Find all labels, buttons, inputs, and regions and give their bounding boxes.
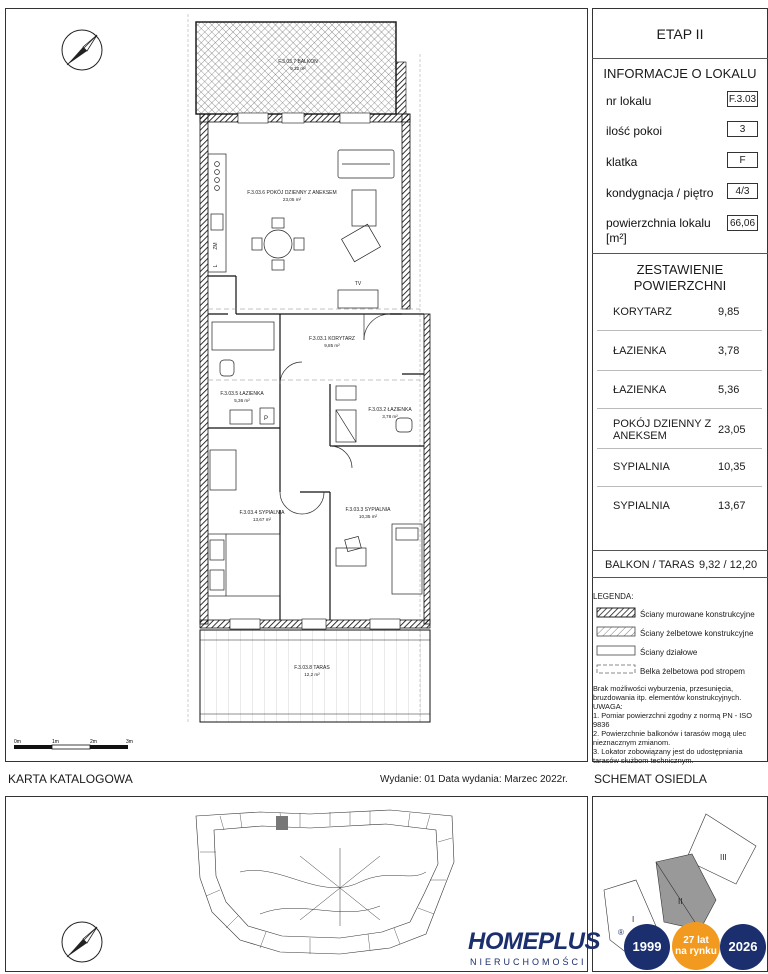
balcony-value: 9,32 / 12,20 — [699, 559, 758, 571]
room-area-bedroom-small: 10,35 m² — [358, 514, 378, 519]
room-label-balcony: F.3.03.7 BALKON — [278, 59, 318, 65]
north-arrow-icon — [60, 28, 104, 72]
area-value-bathroom-1: 3,78 — [718, 345, 740, 357]
north-arrow-icon-site — [60, 920, 104, 964]
year-end-badge — [720, 924, 766, 970]
scale-bar — [12, 738, 142, 754]
unit-area-label: powierzchnia lokalu [m²] — [606, 216, 711, 245]
room-area-balcony: 9,32 m² — [290, 66, 306, 71]
area-name-bathroom-2: ŁAZIENKA — [613, 384, 667, 396]
terrace — [200, 630, 430, 722]
bedroom-large-furniture — [208, 450, 280, 596]
fridge-label: ZM — [213, 242, 219, 250]
bathroom-left-fixtures — [212, 322, 274, 424]
legend-item-partition: Ściany działowe — [640, 648, 698, 657]
unit-info-title: INFORMACJE O LOKALU — [603, 66, 757, 81]
room-area-corridor: 9,85 m² — [324, 343, 340, 348]
tv-label: TV — [354, 281, 362, 287]
room-label-bath-right: F.3.03.2 ŁAZIENKA — [368, 407, 412, 413]
areas-title: ZESTAWIENIE POWIERZCHNI — [633, 262, 727, 293]
catalog-title: KARTA KATALOGOWA — [8, 772, 133, 786]
area-name-living-room: POKÓJ DZIENNY Z ANEKSEM — [613, 418, 712, 442]
floor-plan — [180, 14, 440, 736]
room-count-label: ilość pokoi — [606, 124, 663, 138]
legend-item-masonry: Ściany murowane konstrukcyjne — [640, 610, 755, 619]
stage-title: ETAP II — [656, 26, 704, 42]
bathroom-right-fixtures — [336, 386, 412, 442]
note-line-4: 1. Pomiar powierzchni zgodny z normą PN - ISO — [593, 711, 752, 720]
area-value-bedroom-2: 13,67 — [718, 500, 746, 512]
area-name-bedroom-2: SYPIALNIA — [613, 500, 670, 512]
staircase-value: F — [727, 152, 758, 168]
note-line-3: UWAGA: — [593, 702, 623, 711]
bath-p-label: P — [264, 416, 269, 422]
badge-line-2: na rynku — [675, 946, 717, 957]
area-value-bedroom-1: 10,35 — [718, 461, 746, 473]
room-count-value: 3 — [727, 121, 758, 137]
room-area-bath-left: 5,36 m² — [234, 398, 250, 403]
area-value-corridor: 9,85 — [718, 306, 740, 318]
floor-label: kondygnacja / piętro — [606, 186, 714, 200]
area-name-bedroom-1: SYPIALNIA — [613, 461, 670, 473]
site-building-label-1: I — [632, 915, 635, 924]
area-name-bathroom-1: ŁAZIENKA — [613, 345, 667, 357]
note-line-7: nieznacznym zmianom. — [593, 738, 671, 747]
floor-value: 4/3 — [727, 183, 758, 199]
legend-swatches — [596, 607, 638, 675]
room-area-living: 23,05 m² — [282, 197, 302, 202]
badge-line-1: 27 lat — [683, 935, 709, 946]
room-area-terrace: 12,2 m² — [304, 672, 320, 677]
years-on-market-badge — [672, 922, 720, 970]
note-line-5: 9836 — [593, 720, 610, 729]
note-line-8: 3. Lokator zobowiązany jest do udostępniania — [593, 747, 743, 756]
balcony-label: BALKON / TARAS — [605, 559, 695, 571]
balcony — [196, 22, 406, 114]
dishwasher-label: L — [213, 264, 219, 268]
unit-number-value: F.3.03 — [727, 91, 758, 107]
site-building-label-3: III — [720, 853, 727, 862]
note-line-1: Brak możliwości wyburzenia, przesunięcia, — [593, 684, 734, 693]
site-building-label-2: II — [678, 897, 683, 906]
year-end-text: 2026 — [728, 939, 758, 954]
bedroom-small-furniture — [336, 524, 422, 594]
note-line-2: bruzdowania itp. elementów konstrukcyjnych. — [593, 693, 742, 702]
area-name-corridor: KORYTARZ — [613, 306, 672, 318]
legend-swatch-beam — [597, 665, 635, 673]
room-area-bedroom-large: 13,67 m² — [252, 517, 272, 522]
living-furniture — [252, 150, 394, 308]
unit-area-value: 66,06 — [727, 215, 758, 231]
estate-scheme-title: SCHEMAT OSIEDLA — [594, 772, 707, 786]
edition-info: Wydanie: 01 Data wydania: Marzec 2022r. — [380, 774, 568, 785]
year-start-badge — [624, 924, 670, 970]
room-label-bedroom-large: F.3.03.4 SYPIALNIA — [239, 510, 285, 516]
scale-label-3: 3m — [126, 739, 133, 745]
legend-swatch-masonry — [597, 608, 635, 617]
year-start-text: 1999 — [632, 939, 662, 954]
unit-number-label: nr lokalu — [606, 94, 652, 108]
scale-label-0: 0m — [14, 739, 21, 745]
staircase-label: klatka — [606, 155, 638, 169]
legend-item-concrete: Ściany żelbetowe konstrukcyjne — [640, 629, 754, 638]
highlighted-building — [276, 816, 288, 830]
kitchen-counter — [208, 154, 226, 272]
legend-swatch-partition — [597, 646, 635, 655]
room-label-corridor: F.3.03.1 KORYTARZ — [309, 336, 355, 342]
room-label-bath-left: F.3.03.5 ŁAZIENKA — [220, 391, 264, 397]
legend-swatch-concrete — [597, 627, 635, 636]
area-value-bathroom-2: 5,36 — [718, 384, 740, 396]
room-label-living: F.3.03.6 POKÓJ DZIENNY Z ANEKSEM — [247, 190, 337, 196]
area-value-living-room: 23,05 — [718, 424, 746, 436]
legend-item-beam: Belka żelbetowa pod stropem — [640, 667, 745, 676]
brand-registered-mark: ® — [618, 928, 624, 937]
room-label-terrace: F.3.03.8 TARAS — [294, 665, 330, 671]
scale-label-2: 2m — [90, 739, 97, 745]
brand-subtitle: NIERUCHOMOŚCI — [470, 957, 587, 967]
room-area-bath-right: 3,78 m² — [382, 414, 398, 419]
note-line-6: 2. Powierzchnie balkonów i tarasów mogą ulec — [593, 729, 747, 738]
note-line-9: tarasów służbom technicznym. — [593, 756, 694, 765]
brand-logo-text: HOMEPLUS — [468, 928, 601, 955]
legend-title: LEGENDA: — [593, 592, 634, 601]
scale-label-1: 1m — [52, 739, 59, 745]
estate-site-plan — [190, 802, 470, 960]
room-label-bedroom-small: F.3.03.3 SYPIALNIA — [345, 507, 391, 513]
